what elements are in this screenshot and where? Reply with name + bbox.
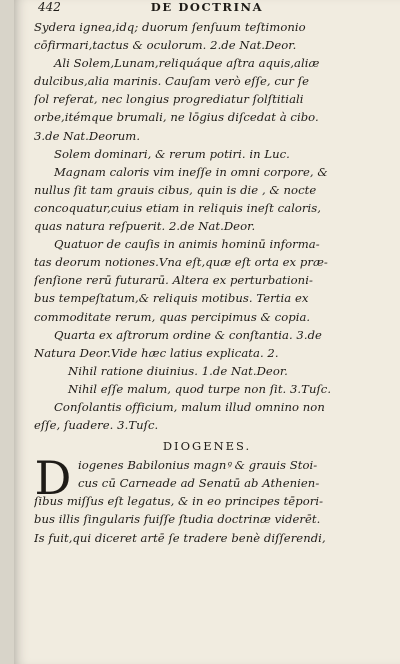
text-line: Conſolantis officium, malum illud omnino non: [54, 399, 325, 414]
text-line: Quatuor de cauſis in animis hominū informa-: [54, 237, 320, 252]
text-line: iogenes Babilonius magnꝰ & grauis Stoi-: [78, 458, 318, 473]
body-text: [34, 18, 380, 547]
page-number: 442: [38, 0, 61, 14]
text-line: Sydera ignea,idq; duorum ſenſuum teſtimonio: [34, 20, 306, 34]
text-line: cus cū Carneade ad Senatū ab Athenien-: [78, 476, 320, 491]
book-page: [14, 0, 400, 664]
dropcap-paragraph: [34, 451, 380, 546]
text-line: nullus ſit tam grauis cibus, quin is die , & nocte: [34, 182, 317, 197]
blank-bottom-margin: [14, 604, 400, 664]
running-title: DE DOCTRINA: [150, 0, 264, 14]
text-line: Is fuit,qui diceret artē ſe tradere benè diſſerendi,: [34, 530, 326, 545]
running-head: [32, 0, 382, 18]
text-line: bus tempeſtatum,& reliquis motibus. Tertia ex: [34, 291, 309, 306]
text-line: Magnam caloris vim ineſſe in omni corpore, &: [54, 164, 328, 179]
text-line: concoquatur,cuius etiam in reliquis ineſt caloris,: [34, 200, 321, 215]
text-line: bus illis ſingularis fuiſſe ſtudia doctrinæ viderēt.: [34, 512, 321, 527]
text-line: ſol referat, nec longius progrediatur ſolſtitiali: [34, 92, 304, 107]
text-line: commoditate rerum, quas percipimus & copia.: [34, 309, 311, 324]
text-line: Nihil ratione diuinius. 1.de Nat.Deor.: [68, 363, 288, 378]
text-line: ſibus miſſus eſt legatus, & in eo principes tēpori-: [34, 494, 324, 509]
text-line: Quarta ex aſtrorum ordine & conſtantia. 3.de: [54, 327, 322, 342]
text-line: tas deorum notiones.Vna eſt,quæ eſt orta ex præ-: [34, 255, 328, 270]
text-line: cōfirmari,tactus & oculorum. 2.de Nat.Deor.: [34, 38, 297, 53]
text-line: dulcibus,alia marinis. Cauſam verò eſſe, cur ſe: [34, 74, 310, 89]
text-line: Solem dominari, & rerum potiri. in Luc.: [54, 146, 290, 161]
text-line: Ali Solem,Lunam,reliquáque aſtra aquis,aliæ: [54, 56, 320, 71]
text-line: quas natura reſpuerit. 2.de Nat.Deor.: [34, 219, 256, 234]
section-heading: DIOGENES.: [162, 439, 252, 454]
text-line: Nihil eſſe malum, quod turpe non ſit. 3.Tuſc.: [68, 381, 332, 396]
text-line: ſenſione rerū futurarū. Altera ex perturbationi-: [34, 273, 313, 288]
text-line: eſſe, ſuadere. 3.Tuſc.: [34, 418, 159, 433]
text-line: Natura Deor.Vide hæc latius explicata. 2.: [34, 345, 279, 360]
drop-cap: D: [34, 451, 72, 506]
text-line: orbe,itémque brumali, ne lōgius diſcedat à cibo.: [34, 110, 319, 125]
text-line: 3.de Nat.Deorum.: [34, 128, 141, 143]
